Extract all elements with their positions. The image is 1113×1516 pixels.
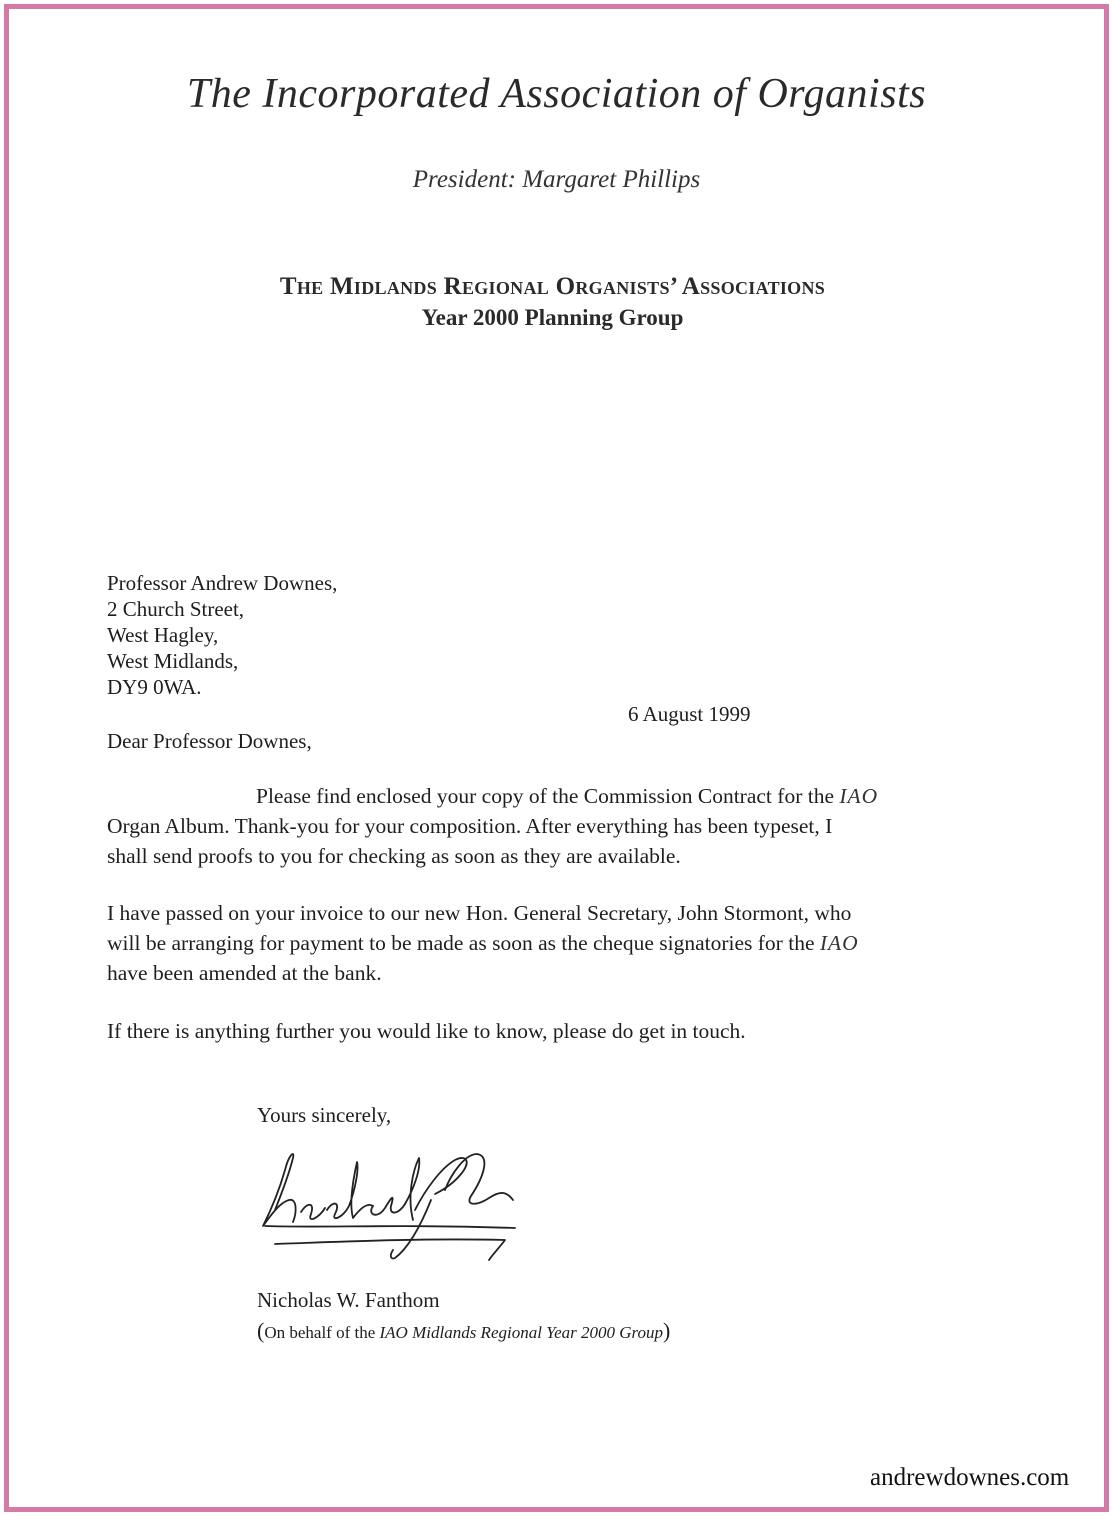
paragraph-1-line-3: shall send proofs to you for checking as soon as they are available. <box>107 844 681 868</box>
paragraph-2 <box>107 898 859 988</box>
paragraph-1 <box>107 781 878 871</box>
association-heading: The Midlands Regional Organists’ Associations <box>279 273 826 300</box>
signer-affiliation <box>257 1318 670 1344</box>
paragraph-1-line-1-text: Please find enclosed your copy of the Commission Contract for the <box>256 784 840 808</box>
recipient-town: West Hagley, <box>107 623 219 647</box>
president-line: President: Margaret Phillips <box>412 166 701 193</box>
closing: Yours sincerely, <box>257 1103 392 1127</box>
recipient-address <box>107 570 337 700</box>
signature-drawing <box>245 1140 535 1270</box>
behalf-prefix: On behalf of the <box>264 1323 380 1342</box>
recipient-name: Professor Andrew Downes, <box>107 571 338 595</box>
iao-abbreviation: IAO <box>819 931 859 955</box>
handwritten-signature <box>245 1140 535 1270</box>
organisation-title: The Incorporated Association of Organists <box>186 71 927 117</box>
paragraph-2-line-3: have been amended at the bank. <box>107 961 382 985</box>
paragraph-2-line-1: I have passed on your invoice to our new Hon. General Secretary, John Stormont, who <box>107 901 852 925</box>
page-border <box>4 4 1109 1512</box>
website-watermark: andrewdownes.com <box>870 1464 1070 1491</box>
paragraph-1-line-1 <box>107 781 878 811</box>
recipient-county: West Midlands, <box>107 649 239 673</box>
recipient-street: 2 Church Street, <box>107 597 245 621</box>
iao-abbreviation: IAO <box>839 784 879 808</box>
paragraph-3 <box>107 1016 746 1046</box>
signer-name: Nicholas W. Fanthom <box>257 1288 440 1312</box>
recipient-postcode: DY9 0WA. <box>107 675 202 699</box>
paragraph-2-line-2 <box>107 928 859 958</box>
open-paren: ( <box>257 1318 265 1343</box>
paragraph-2-line-2-text: will be arranging for payment to be made as soon as the cheque signatories for the <box>107 931 820 955</box>
salutation: Dear Professor Downes, <box>107 729 312 753</box>
behalf-group: IAO Midlands Regional Year 2000 Group <box>379 1323 664 1342</box>
paragraph-3-line-1: If there is anything further you would like to know, please do get in touch. <box>107 1019 746 1043</box>
close-paren: ) <box>663 1318 671 1343</box>
planning-group-heading: Year 2000 Planning Group <box>421 305 684 330</box>
letter-date: 6 August 1999 <box>628 702 751 726</box>
paragraph-1-line-2: Organ Album. Thank-you for your composition. After everything has been typeset, I <box>107 814 833 838</box>
